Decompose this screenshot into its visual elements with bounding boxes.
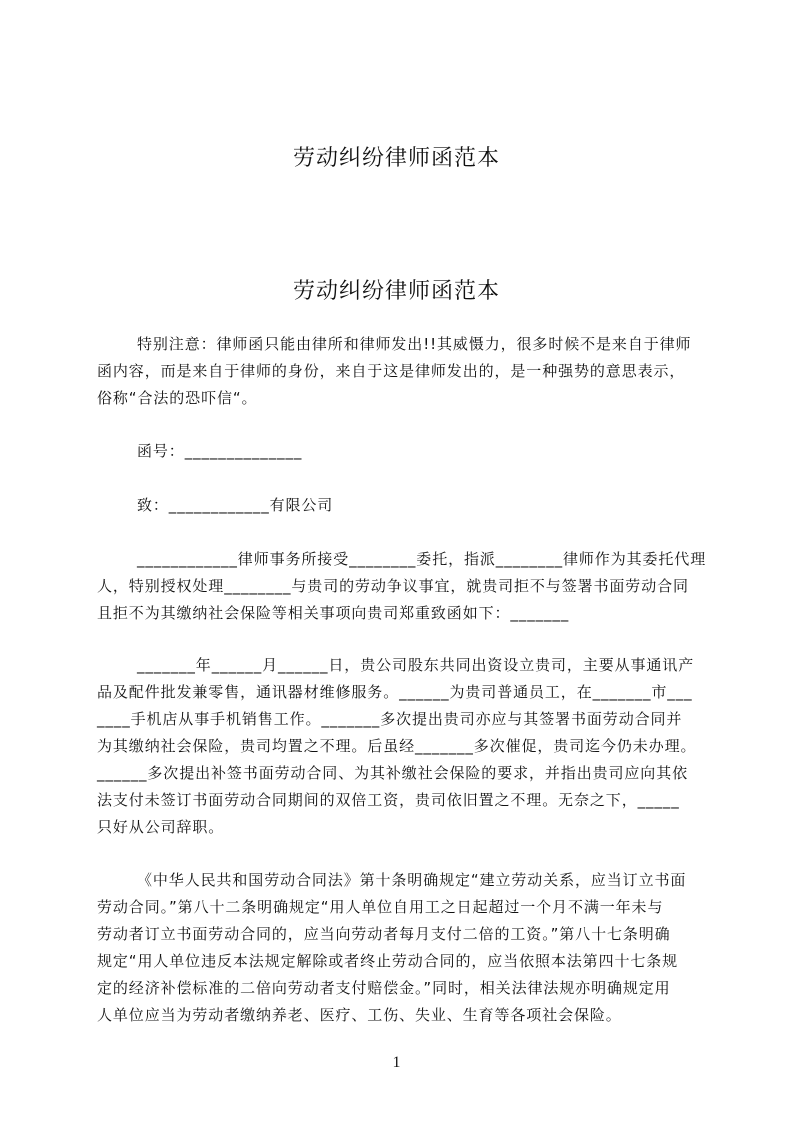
text-line: ____________律师事务所接受________委托，指派________律师作为其委托代理	[137, 550, 707, 568]
text-line: 定的经济补偿标准的二倍向劳动者支付赔偿金。”同时，相关法律法规亦明确规定用	[97, 979, 671, 997]
text-line: 人单位应当为劳动者缴纳养老、医疗、工伤、失业、生育等各项社会保险。	[97, 1006, 622, 1024]
letter-number-text: 函号：______________	[137, 442, 303, 460]
text-line: 且拒不为其缴纳社会保险等相关事项向贵司郑重致函如下：_______	[97, 604, 570, 622]
text-line: 为其缴纳社会保险，贵司均置之不理。后虽经_______多次催促，贵司迄今仍未办理。	[97, 737, 697, 755]
paragraph-1	[97, 546, 707, 627]
page-number: 1	[392, 1054, 401, 1071]
paragraph-2	[97, 652, 707, 841]
text-line: 特别注意：律师函只能由律所和律师发出!!其威慑力，很多时候不是来自于律师	[137, 335, 692, 353]
text-line: 俗称“合法的恐吓信“。	[97, 389, 258, 407]
text-line: ____手机店从事手机销售工作。_______多次提出贵司亦应与其签署书面劳动合同并	[97, 710, 683, 728]
text-line: 人，特别授权处理________与贵司的劳动争议事宜，就贵司拒不与签署书面劳动合同	[97, 577, 689, 595]
text-line: 劳动合同。”第八十二条明确规定“用人单位自用工之日起超过一个月不满一年未与	[97, 898, 664, 916]
letter-number	[97, 438, 707, 465]
text-line: 法支付未签订书面劳动合同期间的双倍工资，贵司依旧置之不理。无奈之下，_____	[97, 791, 680, 809]
text-line: 规定“用人单位违反本法规定解除或者终止劳动合同的，应当依照本法第四十七条规	[97, 952, 679, 970]
text-line: 劳动者订立书面劳动合同的，应当向劳动者每月支付二倍的工资。”第八十七条明确	[97, 925, 671, 943]
paragraph-3	[97, 867, 707, 1029]
recipient	[97, 492, 707, 519]
text-line: 只好从公司辞职。	[97, 818, 225, 836]
text-line: _______年______月______日，贵公司股东共同出资设立贵司，主要从事通讯产	[137, 656, 695, 674]
text-line: 品及配件批发兼零售，通讯器材维修服务。______为贵司普通员工，在_______市___	[97, 683, 693, 701]
notice-paragraph	[97, 331, 707, 412]
header-title: 劳动纠纷律师函范本	[292, 146, 500, 171]
text-line: 函内容，而是来自于律师的身份，来自于这是律师发出的，是一种强势的意思表示，	[97, 362, 686, 380]
text-line: 《中华人民共和国劳动合同法》第十条明确规定“建立劳动关系，应当订立书面	[137, 871, 687, 889]
recipient-text: 致：____________有限公司	[137, 496, 334, 514]
text-line: ______多次提出补签书面劳动合同、为其补缴社会保险的要求，并指出贵司应向其依	[97, 764, 689, 782]
document-title: 劳动纠纷律师函范本	[292, 279, 500, 304]
